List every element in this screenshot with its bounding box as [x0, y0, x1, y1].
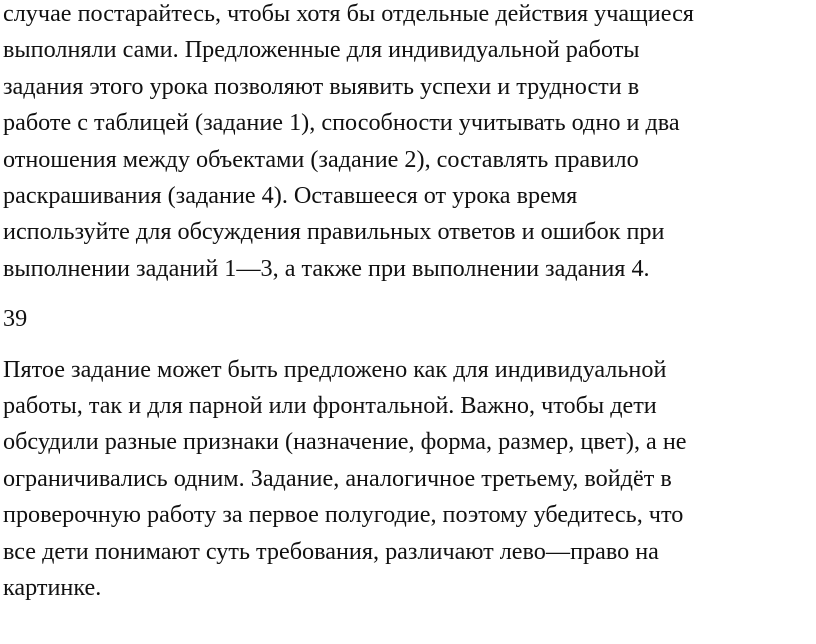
text-line: Пятое задание может быть предложено как для индивидуальной — [3, 355, 667, 383]
text-line: отношения между объектами (задание 2), составлять правило — [3, 145, 639, 173]
text-line: выполняли сами. Предложенные для индивидуальной работы — [3, 36, 640, 64]
text-line: работы, так и для парной или фронтальной. Важно, чтобы дети — [3, 392, 657, 420]
document-page — [3, 0, 813, 607]
text-line: задания этого урока позволяют выявить успехи и трудности в — [3, 72, 640, 100]
text-line: обсудили разные признаки (назначение, форма, размер, цвет), а не — [3, 428, 687, 456]
text-line: ограничивались одним. Задание, аналогичное третьему, войдёт в — [3, 464, 672, 492]
paragraph-instructions — [3, 0, 813, 287]
text-line: все дети понимают суть требования, различают лево—право на — [3, 537, 659, 565]
page-number: 39 — [3, 305, 28, 333]
text-line: проверочную работу за первое полугодие, поэтому убедитесь, что — [3, 501, 684, 529]
text-line: раскрашивания (задание 4). Оставшееся от урока время — [3, 182, 578, 210]
text-line: случае постарайтесь, чтобы хотя бы отдельные действия учащиеся — [3, 0, 694, 27]
text-line: выполнении заданий 1—3, а также при выполнении задания 4. — [3, 254, 650, 282]
text-line: работе с таблицей (задание 1), способности учитывать одно и два — [3, 109, 680, 137]
paragraph-fifth-task — [3, 352, 813, 607]
text-line: используйте для обсуждения правильных ответов и ошибок при — [3, 218, 665, 246]
text-line: картинке. — [3, 574, 102, 602]
